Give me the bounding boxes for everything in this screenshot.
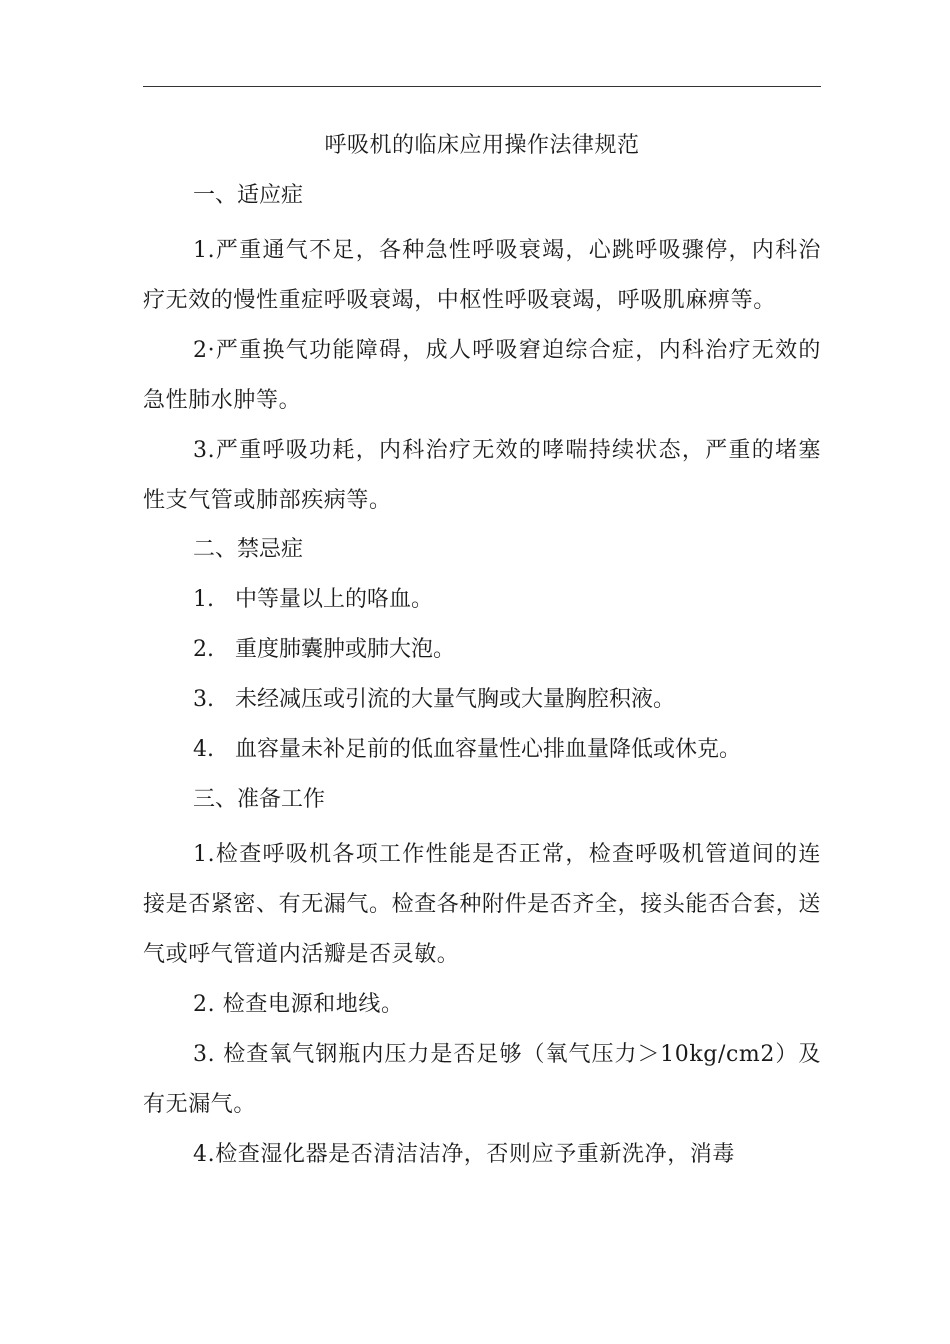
list-text: 血容量未补足前的低血容量性心排血量降低或休克。 bbox=[235, 737, 742, 762]
paragraph-indication-1: 1.严重通气不足，各种急性呼吸衰竭，心跳呼吸骤停，内科治疗无效的慢性重症呼吸衰竭，中枢性呼吸衰竭，呼吸肌麻痹等。 bbox=[143, 238, 821, 313]
section-heading-preparation: 三、准备工作 bbox=[193, 787, 326, 812]
paragraph-indication-2: 2·严重换气功能障碍，成人呼吸窘迫综合症，内科治疗无效的急性肺水肿等。 bbox=[143, 338, 821, 413]
contraindication-item bbox=[143, 580, 821, 620]
paragraph-preparation-4: 4.检查湿化器是否清洁洁净，否则应予重新洗净，消毒 bbox=[193, 1142, 735, 1167]
paragraph-preparation-1: 1.检查呼吸机各项工作性能是否正常，检查呼吸机管道间的连接是否紧密、有无漏气。检查各种附件是否齐全，接头能否合套，送气或呼气管道内活瓣是否灵敏。 bbox=[143, 842, 822, 967]
list-number: 1. bbox=[193, 587, 214, 612]
contraindication-item bbox=[143, 680, 821, 720]
list-number: 2. bbox=[193, 637, 214, 662]
contraindication-item bbox=[143, 730, 821, 770]
list-number: 4. bbox=[193, 737, 214, 762]
section-heading-contraindications: 二、禁忌症 bbox=[193, 537, 304, 562]
section-heading-indications: 一、适应症 bbox=[193, 183, 304, 208]
list-text: 未经减压或引流的大量气胸或大量胸腔积液。 bbox=[235, 687, 676, 712]
paragraph-indication-3: 3.严重呼吸功耗，内科治疗无效的哮喘持续状态，严重的堵塞性支气管或肺部疾病等。 bbox=[143, 438, 821, 513]
header-rule bbox=[143, 86, 821, 87]
paragraph-preparation-3: 3. 检查氧气钢瓶内压力是否足够（氧气压力＞10kg/cm2）及有无漏气。 bbox=[143, 1042, 821, 1117]
list-number: 3. bbox=[193, 687, 214, 712]
list-text: 中等量以上的咯血。 bbox=[235, 587, 434, 612]
contraindication-item bbox=[143, 630, 821, 670]
document-body bbox=[143, 126, 821, 1180]
list-text: 重度肺囊肿或肺大泡。 bbox=[235, 637, 456, 662]
paragraph-preparation-2: 2. 检查电源和地线。 bbox=[193, 992, 404, 1017]
document-title: 呼吸机的临床应用操作法律规范 bbox=[324, 133, 640, 158]
